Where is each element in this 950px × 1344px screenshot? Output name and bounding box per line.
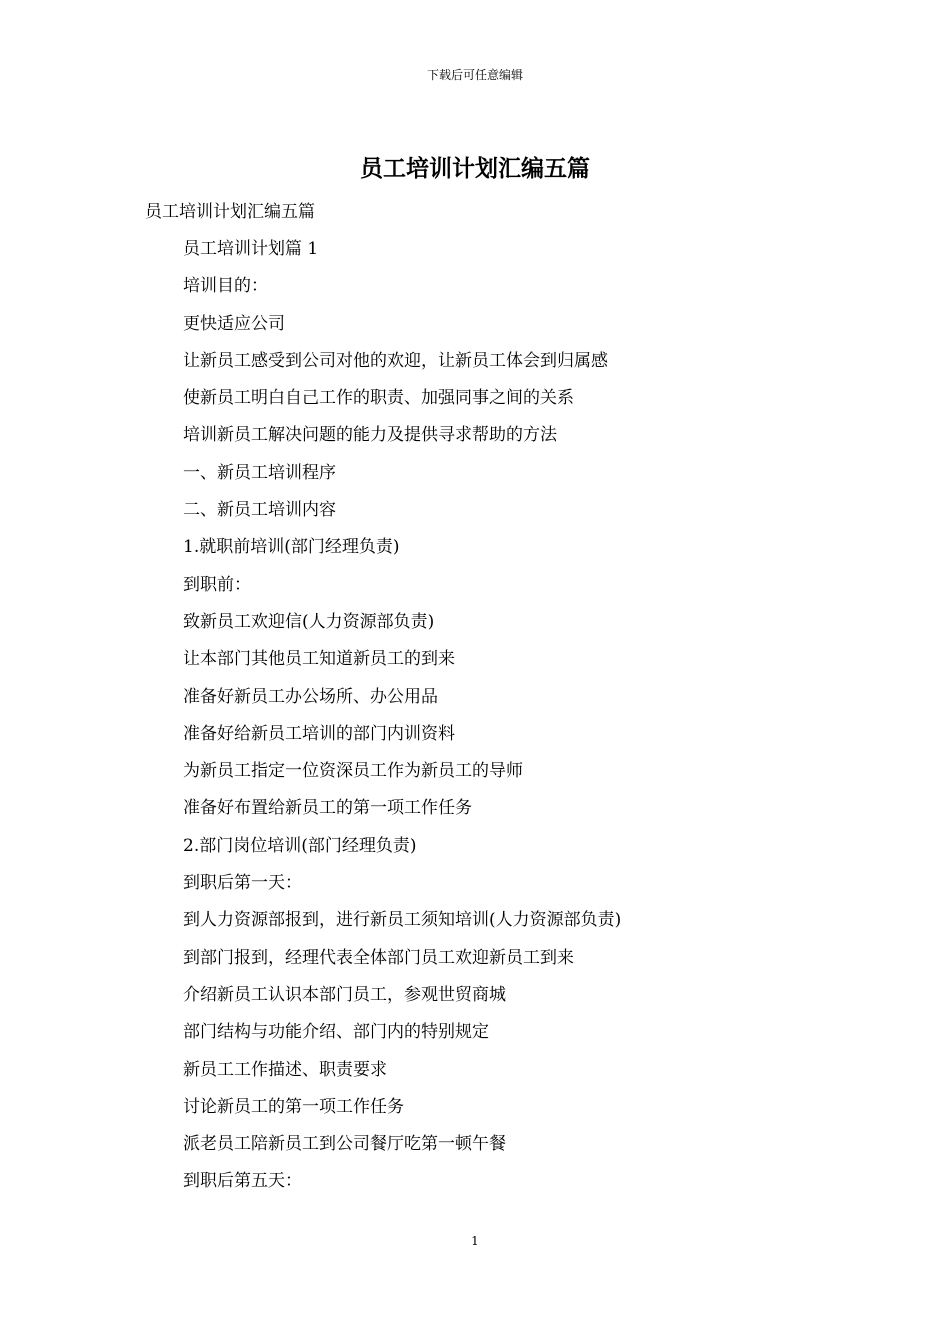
text-line: 为新员工指定一位资深员工作为新员工的导师 xyxy=(183,761,523,782)
page-header: 下载后可任意编辑 xyxy=(426,68,523,82)
text-line: 使新员工明白自己工作的职责、加强同事之间的关系 xyxy=(183,388,574,409)
text-line: 1.就职前培训(部门经理负责) xyxy=(183,537,400,558)
body-text xyxy=(183,237,903,1207)
text-line: 员工培训计划篇 1 xyxy=(183,239,319,259)
text-line: 到职前： xyxy=(183,574,251,595)
text-line: 准备好布置给新员工的第一项工作任务 xyxy=(183,798,472,819)
text-line: 培训目的： xyxy=(183,276,268,297)
text-line: 到职后第五天： xyxy=(183,1171,302,1192)
document-title: 员工培训计划汇编五篇 xyxy=(360,155,590,182)
document-subtitle: 员工培训计划汇编五篇 xyxy=(145,202,315,222)
text-line: 一、新员工培训程序 xyxy=(183,462,336,483)
page-number: 1 xyxy=(471,1234,479,1248)
text-line: 让本部门其他员工知道新员工的到来 xyxy=(183,649,455,670)
text-line: 到部门报到，经理代表全体部门员工欢迎新员工到来 xyxy=(183,947,574,968)
text-line: 到人力资源部报到，进行新员工须知培训(人力资源部负责) xyxy=(183,910,622,931)
text-line: 让新员工感受到公司对他的欢迎，让新员工体会到归属感 xyxy=(183,350,608,371)
text-line: 致新员工欢迎信(人力资源部负责) xyxy=(183,611,435,632)
text-line: 2.部门岗位培训(部门经理负责) xyxy=(183,835,417,856)
text-line: 讨论新员工的第一项工作任务 xyxy=(183,1096,404,1117)
text-line: 准备好给新员工培训的部门内训资料 xyxy=(183,723,455,744)
text-line: 新员工工作描述、职责要求 xyxy=(183,1059,387,1080)
text-line: 到职后第一天： xyxy=(183,873,302,894)
text-line: 准备好新员工办公场所、办公用品 xyxy=(183,686,438,707)
text-line: 培训新员工解决问题的能力及提供寻求帮助的方法 xyxy=(183,425,557,446)
text-line: 介绍新员工认识本部门员工，参观世贸商城 xyxy=(183,984,506,1005)
text-line: 更快适应公司 xyxy=(183,313,285,334)
text-line: 派老员工陪新员工到公司餐厅吃第一顿午餐 xyxy=(183,1134,506,1155)
text-line: 二、新员工培训内容 xyxy=(183,500,336,521)
text-line: 部门结构与功能介绍、部门内的特别规定 xyxy=(183,1022,489,1043)
